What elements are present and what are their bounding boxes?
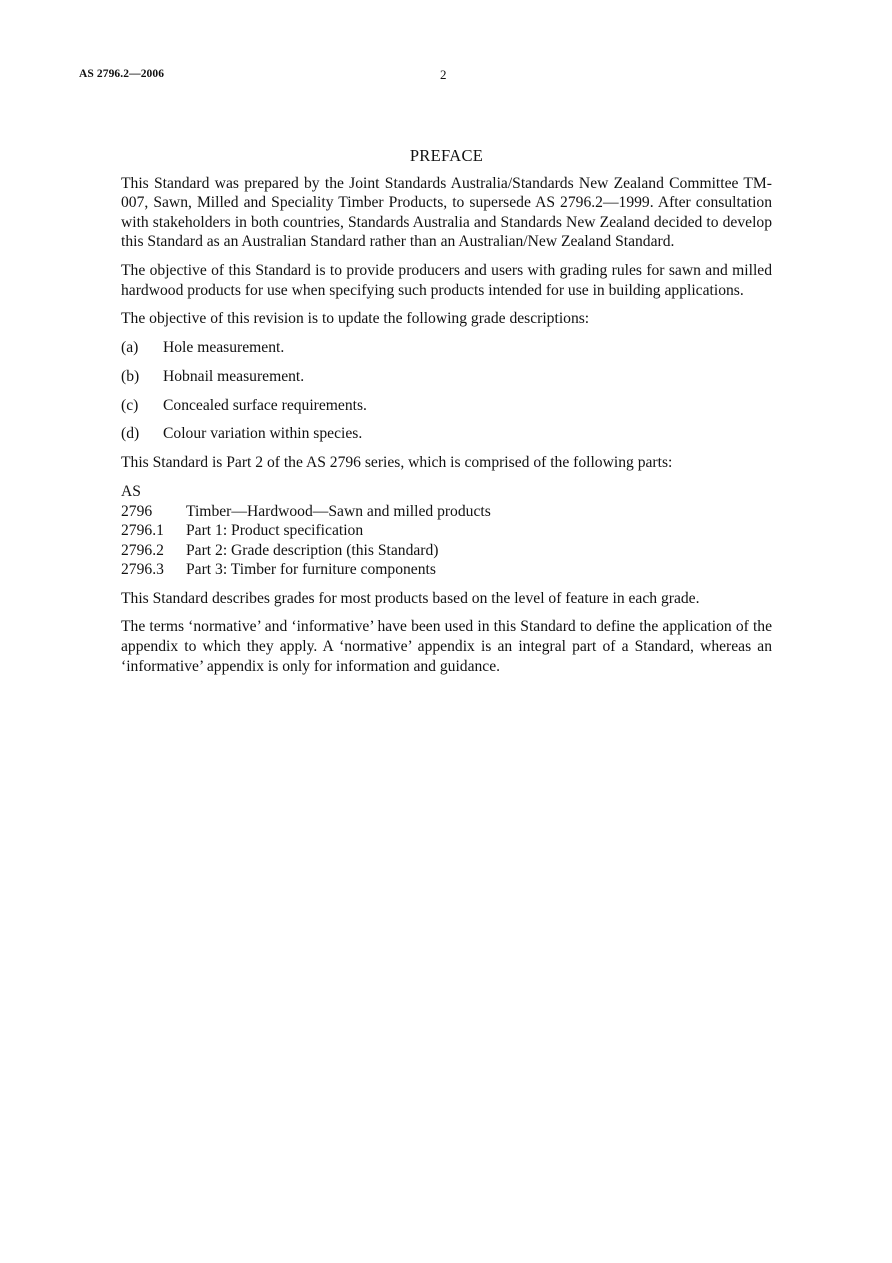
- document-id: AS 2796.2—2006: [79, 68, 165, 80]
- list-item-text: Hobnail measurement.: [163, 367, 305, 385]
- list-item-text: Hole measurement.: [163, 338, 285, 356]
- paragraph-terms: The terms ‘normative’ and ‘informative’ have been used in this Standard to define the application of the appendix to which they apply. A ‘normative’ appendix is an integral part of a Standard, whereas an ‘informative’ appendix is only for information and guidance.: [121, 618, 772, 675]
- parts-row: [121, 541, 772, 561]
- revision-list: [121, 338, 772, 444]
- part-number: 2796.1: [121, 522, 164, 540]
- paragraph-grades: This Standard describes grades for most products based on the level of feature in each grade.: [121, 589, 700, 607]
- paragraph-revision: The objective of this revision is to update the following grade descriptions:: [121, 310, 590, 328]
- parts-row: [121, 502, 772, 522]
- list-item-text: Concealed surface requirements.: [163, 396, 367, 414]
- parts-prefix: AS: [121, 482, 141, 500]
- part-title: Part 2: Grade description (this Standard): [186, 541, 439, 559]
- list-item-label: (d): [121, 425, 140, 443]
- list-item-label: (c): [121, 396, 139, 414]
- list-item-label: (b): [121, 367, 140, 385]
- part-title: Part 1: Product specification: [186, 522, 364, 540]
- list-item-text: Colour variation within species.: [163, 425, 363, 443]
- page-number: 2: [440, 67, 447, 82]
- list-item: [121, 396, 772, 416]
- part-title: Part 3: Timber for furniture components: [186, 561, 436, 579]
- part-number: 2796.3: [121, 561, 164, 579]
- list-item-label: (a): [121, 338, 139, 356]
- list-item: [121, 424, 772, 444]
- part-title: Timber—Hardwood—Sawn and milled products: [186, 502, 491, 520]
- preface-section: [121, 146, 772, 685]
- list-item: [121, 367, 772, 387]
- part-number: 2796.2: [121, 541, 164, 559]
- paragraph-committee: This Standard was prepared by the Joint Standards Australia/Standards New Zealand Committee TM-007, Sawn, Milled and Speciality Timber Products, to supersede AS 2796.2—1999. After consultation with stakeholders in both countries, Standards Australia and Standards New Zealand decided to develop this Standard as an Australian Standard rather than an Australian/New Zealand Standard.: [121, 174, 772, 251]
- part-number: 2796: [121, 502, 153, 520]
- parts-list: [121, 482, 772, 580]
- parts-row: [121, 521, 772, 541]
- parts-row: [121, 560, 772, 580]
- list-item: [121, 338, 772, 358]
- paragraph-series: This Standard is Part 2 of the AS 2796 series, which is comprised of the following parts:: [121, 454, 673, 472]
- paragraph-objective: The objective of this Standard is to provide producers and users with grading rules for sawn and milled hardwood products for use when specifying such products intended for use in building applications.: [121, 261, 772, 299]
- section-title: PREFACE: [409, 146, 484, 165]
